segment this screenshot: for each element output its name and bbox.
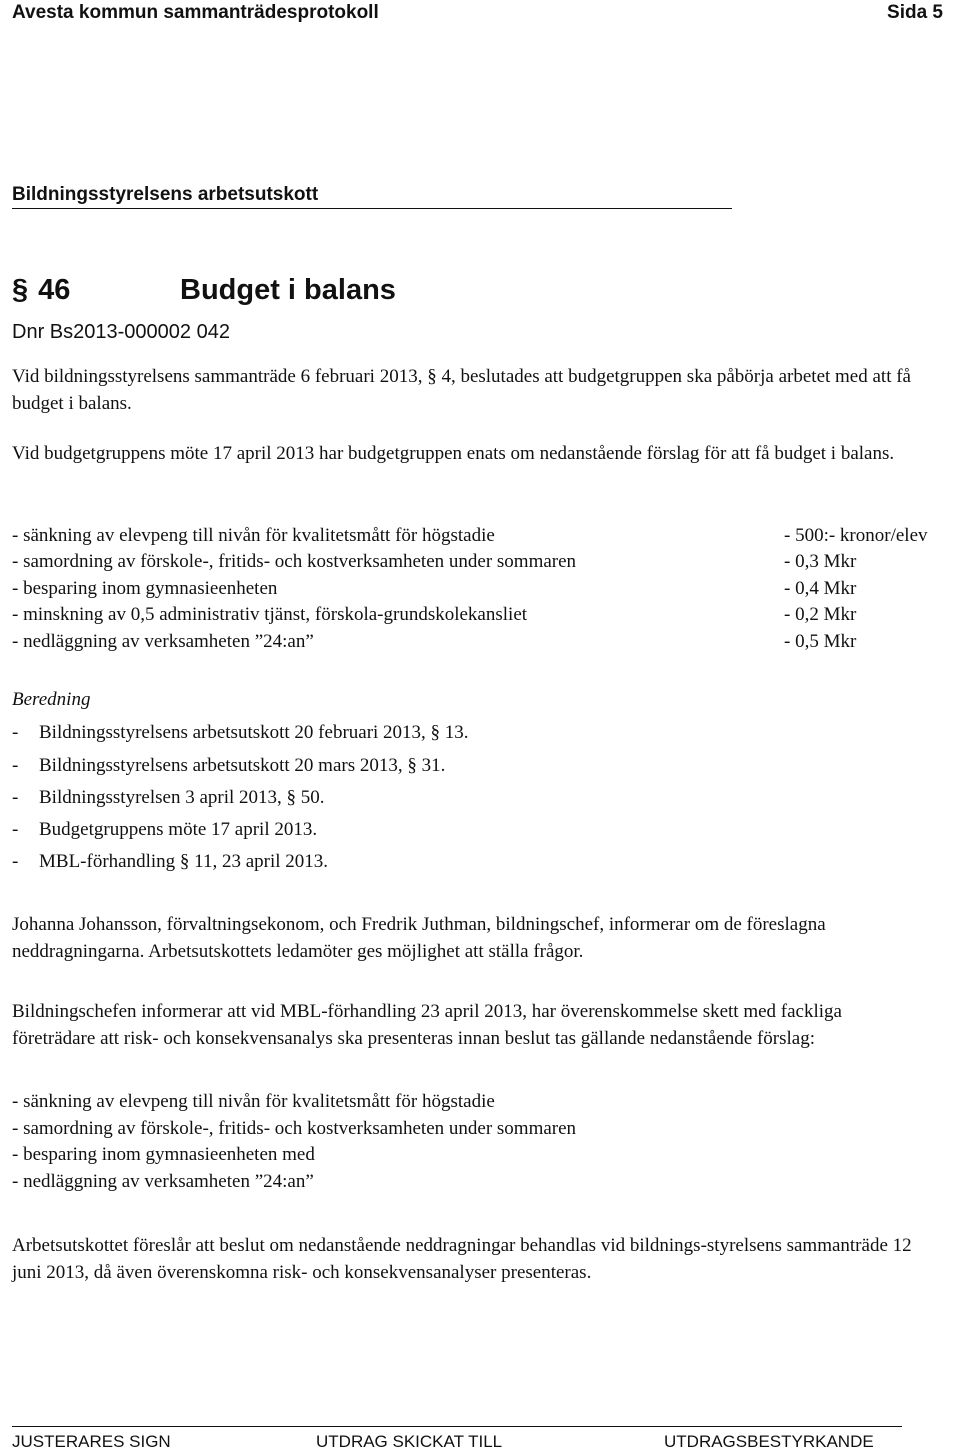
paragraph-proposal: Arbetsutskottet föreslår att beslut om nedanstående neddragningar behandlas vid bildnings-styrelsens sammanträde 12 juni 2013, då även överenskomna risk- och konsekvensanalyser presenteras.: [12, 1235, 912, 1283]
beredning-item: - MBL-förhandling § 11, 23 april 2013.: [12, 851, 329, 872]
paragraph-mbl: Bildningschefen informerar att vid MBL-förhandling 23 april 2013, har överenskommelse skett med fackliga företrädare att risk- och konsekvensanalys ska presenteras innan beslut tas gällande nedanstående förslag:: [12, 1001, 842, 1049]
proposal-item: - minskning av 0,5 administrativ tjänst, förskola-grundskolekansliet: [12, 604, 528, 625]
proposal-amount: - 0,3 Mkr: [784, 551, 857, 572]
beredning-item: - Bildningsstyrelsens arbetsutskott 20 mars 2013, § 31.: [12, 755, 446, 776]
proposal-item: - samordning av förskole-, fritids- och kostverksamheten under sommaren: [12, 551, 577, 572]
beredning-item: - Budgetgruppens möte 17 april 2013.: [12, 819, 318, 840]
beredning-item-text: MBL-förhandling § 11, 23 april 2013.: [39, 851, 329, 872]
proposal-short-item: - samordning av förskole-, fritids- och kostverksamheten under sommaren: [12, 1118, 577, 1139]
footer-sign: JUSTERARES SIGN: [12, 1432, 171, 1451]
section-title: Budget i balans: [180, 274, 396, 306]
proposal-short-item: - sänkning av elevpeng till nivån för kvalitetsmått för högstadie: [12, 1091, 495, 1112]
section-heading: [12, 274, 70, 307]
paragraph-agreement: Vid budgetgruppens möte 17 april 2013 har budgetgruppen enats om nedanstående förslag för att få budget i balans.: [12, 443, 895, 464]
paragraph-information: Johanna Johansson, förvaltningsekonom, och Fredrik Juthman, bildningschef, informerar om de föreslagna neddragningarna. Arbetsutskottets ledamöter ges möjlighet att ställa frågor.: [12, 914, 826, 962]
paragraph-background: Vid bildningsstyrelsens sammanträde 6 februari 2013, § 4, beslutades att budgetgruppen ska påbörja arbetet med att få budget i balans.: [12, 366, 911, 414]
proposal-short-item: - nedläggning av verksamheten ”24:an”: [12, 1171, 314, 1192]
proposal-amount: - 0,2 Mkr: [784, 604, 857, 625]
footer-sent: UTDRAG SKICKAT TILL: [316, 1432, 503, 1451]
proposal-amount: - 0,4 Mkr: [784, 578, 857, 599]
diary-number: Dnr Bs2013-000002 042: [12, 321, 230, 343]
proposal-amount: - 500:- kronor/elev: [784, 525, 928, 546]
page-number: Sida 5: [887, 2, 943, 23]
footer-certified: UTDRAGSBESTYRKANDE: [664, 1432, 874, 1451]
section-number: 46: [38, 274, 71, 306]
proposal-item: - besparing inom gymnasieenheten: [12, 578, 278, 599]
beredning-item-text: Bildningsstyrelsen 3 april 2013, § 50.: [39, 787, 325, 808]
document-title: Avesta kommun sammanträdesprotokoll: [12, 2, 379, 23]
proposal-amount: - 0,5 Mkr: [784, 631, 857, 652]
section-symbol: §: [12, 274, 29, 306]
committee-underline: [12, 208, 732, 209]
beredning-item-text: Bildningsstyrelsens arbetsutskott 20 mars 2013, § 31.: [39, 755, 446, 776]
committee-name: Bildningsstyrelsens arbetsutskott: [12, 184, 319, 205]
proposal-item: - sänkning av elevpeng till nivån för kvalitetsmått för högstadie: [12, 525, 495, 546]
proposal-short-item: - besparing inom gymnasieenheten med: [12, 1144, 315, 1165]
beredning-heading: Beredning: [12, 689, 91, 710]
beredning-item-text: Bildningsstyrelsens arbetsutskott 20 februari 2013, § 13.: [39, 722, 469, 743]
proposal-item: - nedläggning av verksamheten ”24:an”: [12, 631, 314, 652]
beredning-item: - Bildningsstyrelsens arbetsutskott 20 februari 2013, § 13.: [12, 722, 469, 743]
beredning-item-text: Budgetgruppens möte 17 april 2013.: [39, 819, 318, 840]
beredning-item: - Bildningsstyrelsen 3 april 2013, § 50.: [12, 787, 325, 808]
footer-rule: [12, 1426, 902, 1427]
